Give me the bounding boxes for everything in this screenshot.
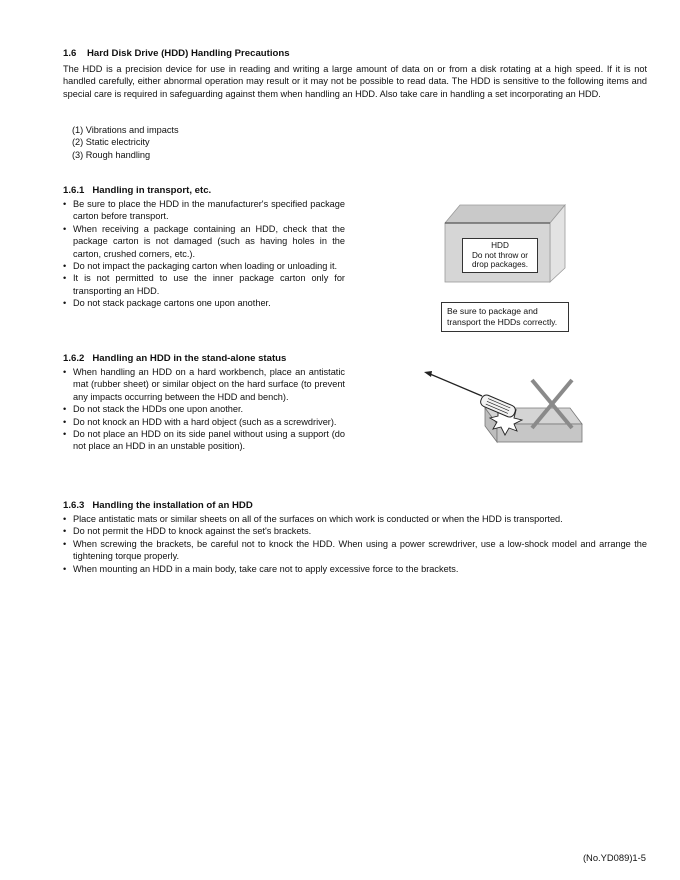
bullet-item: • It is not permitted to use the inner package carton only for transporting an HDD. (63, 272, 345, 297)
caption-line: transport the HDDs correctly. (447, 317, 558, 327)
bullet-item: • When receiving a package containing an HDD, check that the package carton is not damaged (such as having holes in the carton, crushed corners, etc.). (63, 223, 345, 260)
transport-caption (441, 302, 569, 332)
bullet-item: • Do not place an HDD on its side panel without using a support (do not place an HDD in an unstable position). (63, 428, 345, 453)
carton-label-line: HDD (491, 241, 509, 250)
bullet-item: • Do not stack package cartons one upon another. (63, 297, 345, 309)
carton-top (445, 205, 565, 223)
bullet-item: • Do not permit the HDD to knock against the set's brackets. (63, 525, 647, 537)
carton-label (462, 238, 538, 273)
page-number: (No.YD089)1-5 (582, 852, 646, 863)
section-1-6-intro: The HDD is a precision device for use in reading and writing a large amount of data on or from a disk rotating at a high speed. If it is not handled carefully, either abnormal operation may result or it may not be possible to read data. The HDD is sensitive to the following items and special care is required in safeguarding against them when handling an HDD. Also take care in handling a set incorporating an HDD. (63, 64, 647, 99)
section-1-6-1-title: 1.6.1 Handling in transport, etc. (63, 185, 212, 196)
transport-bullets (63, 198, 345, 310)
bullet-item: • Do not impact the packaging carton when loading or unloading it. (63, 260, 345, 272)
section-1-6-title: 1.6 Hard Disk Drive (HDD) Handling Precautions (63, 48, 290, 59)
caption-line: Be sure to package and (447, 306, 538, 316)
carton-label-line: Do not throw or (472, 250, 528, 260)
section-1-6-3-title: 1.6.3 Handling the installation of an HDD (63, 500, 253, 511)
precaution-list (72, 124, 372, 161)
precaution-item: (2) Static electricity (72, 137, 150, 148)
bullet-item: • Do not knock an HDD with a hard object (such as a screwdriver). (63, 416, 345, 428)
carton-label-line: drop packages. (472, 260, 528, 270)
bullet-item: • Do not stack the HDDs one upon another. (63, 403, 345, 415)
precaution-item: (1) Vibrations and impacts (72, 125, 179, 135)
section-1-6-2-title: 1.6.2 Handling an HDD in the stand-alone status (63, 353, 287, 364)
bullet-item: • When handling an HDD on a hard workbench, place an antistatic mat (rubber sheet) or similar object on the hard surface (to prevent any impacts occurring between the HDD and bench). (63, 366, 345, 403)
standalone-bullets (63, 366, 345, 453)
bullet-item: • Place antistatic mats or similar sheets on all of the surfaces on which work is conducted or when the HDD is transported. (63, 513, 647, 525)
precaution-item: (3) Rough handling (72, 149, 151, 160)
screwdriver-tip (424, 371, 432, 377)
screwdriver-illustration (420, 368, 590, 446)
screwdriver-shaft (430, 374, 482, 396)
bullet-item: • Be sure to place the HDD in the manufacturer's specified package carton before transport. (63, 198, 345, 223)
bullet-item: • When screwing the brackets, be careful not to knock the HDD. When using a power screwdriver, use a low-shock model and arrange the tightening torque properly. (63, 538, 647, 563)
installation-bullets (63, 513, 647, 575)
bullet-item: • When mounting an HDD in a main body, take care not to apply excessive force to the brackets. (63, 563, 647, 575)
